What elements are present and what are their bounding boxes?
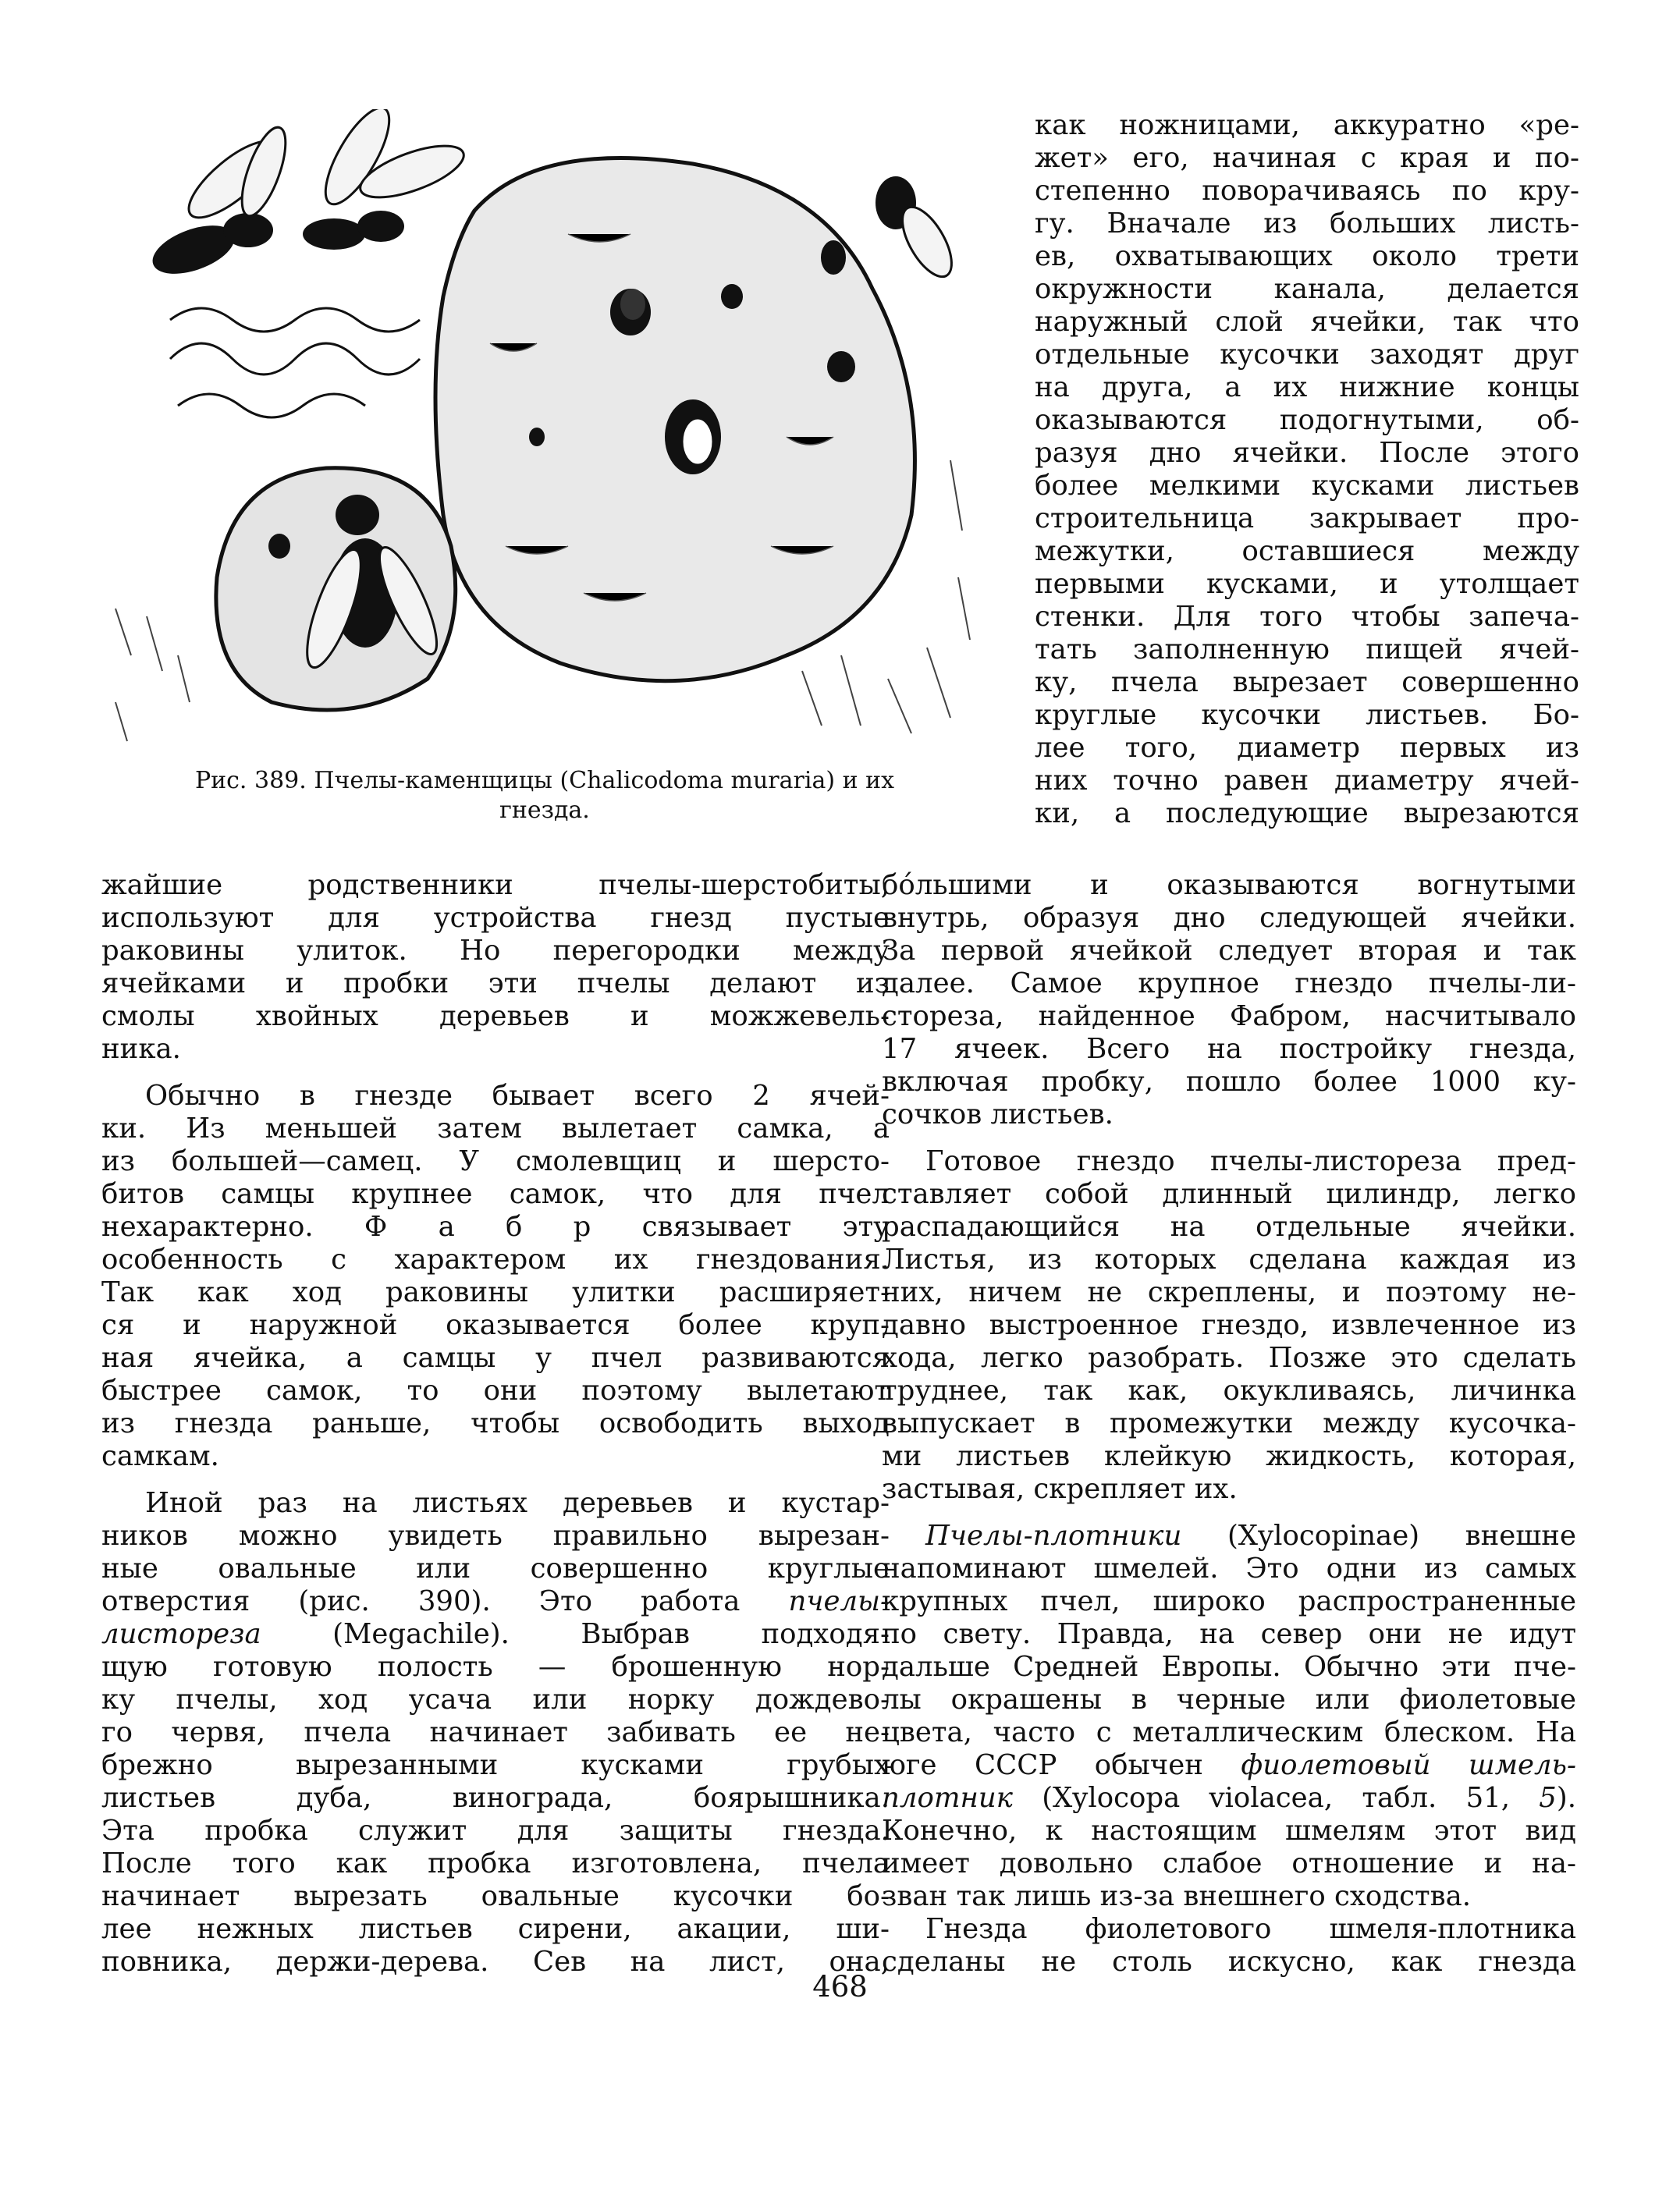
left-column-text: [101, 869, 890, 1979]
figure-caption: [100, 766, 989, 825]
term-megachile: пчелы-: [788, 1585, 890, 1617]
bee-in-cell: [620, 289, 645, 320]
paragraph-3: Иной раз на листьях деревьев и кустар- ников можно увидеть правильно вырезан- ные овальные или совершенно круглые отверстия (рис. 390). Это работа пчелы- листореза (Megachile). Выбрав подходя- щую готовую полость — брошенную нор- ку пчелы, ход усача или норку дождево- го червя, пчела начинает забивать ее не- брежно вырезанными кусками грубых листьев дуба, винограда, боярышника. Эта пробка служит для защиты гнезда. После того как пробка изготовлена, пчела начинает вырезать овальные кусочки бо- лее нежных листьев сирени, акации, ши- повника, держи-дерева. Сев на лист, она,: [101, 1487, 890, 1978]
bee-nest-illustration: [100, 109, 982, 749]
right-column-top-text: [1035, 109, 1579, 830]
term-violet-carpenter-bee: фиолетовый шмель-: [1241, 1749, 1576, 1781]
paragraph-3: Пчелы-плотники (Xylocopinae) внешне напоминают шмелей. Это одни из самых крупных пчел, широко распространенные по свету. Правда, на север они не идут дальше Средней Европы. Обычно эти пче- лы окрашены в черные или фиолетовые цвета, часто с металлическим блеском. На юге СССР обычен фиолетовый шмель- плотник (Xylocopa violacea, табл. 51, 5). Конечно, к настоящим шмелям этот вид имеет довольно слабое отношение и на- зван так лишь из-за внешнего сходства.: [882, 1520, 1576, 1912]
paragraph-4: Гнезда фиолетового шмеля-плотника сделаны не столь искусно, как гнезда: [882, 1913, 1576, 1978]
paragraph: как ножницами, аккуратно «ре- жет» его, начиная с края и по- степенно поворачиваясь по кру- гу. Вначале из больших листь- ев, охватывающих около трети окружности канала, делается наружный слой ячейки, так что отдельные кусочки заходят друг на друга, а их нижние концы оказываются подогнутыми, об- разуя дно ячейки. После этого более мелкими кусками листьев строительница закрывает про- межутки, оставшиеся между первыми кусками, и утолщает стенки. Для того чтобы запеча- тать заполненную пищей ячей- ку, пчела вырезает совершенно круглые кусочки листьев. Бо- лее того, диаметр первых из них точно равен диаметру ячей- ки, а последующие вырезаются: [1035, 109, 1579, 829]
term-xylocopinae: Пчелы-плотники: [925, 1520, 1182, 1552]
page-number: 468: [812, 1970, 868, 2004]
caption-line-2: гнезда.: [499, 797, 590, 824]
paragraph-1: жайшие родственники пчелы-шерстобиты, используют для устройства гнезд пустые раковины улиток. Но перегородки между ячейками и пробки эти пчелы делают из смолы хвойных деревьев и можжевель- ника.: [101, 869, 890, 1065]
caption-line-1: Рис. 389. Пчелы-каменщицы (Chalicodoma muraria) и их: [194, 767, 895, 794]
paragraph-1: бо́льшими и оказываются вогнутыми внутрь, образуя дно следующей ячейки. За первой ячейкой следует вторая и так далее. Самое крупное гнездо пчелы-ли- стореза, найденное Фабром, насчитывало 17 ячеек. Всего на постройку гнезда, включая пробку, пошло более 1000 ку- сочков листьев.: [882, 869, 1576, 1130]
figure-illustration-bees-nests: [100, 109, 982, 749]
paragraph-2: Обычно в гнезде бывает всего 2 ячей- ки. Из меньшей затем вылетает самка, а из большей—самец. У смолевщиц и шерсто- битов самцы крупнее самок, что для пчел нехарактерно. Ф а б р связывает эту особенность с характером их гнездования. Так как ход раковины улитки расширяет- ся и наружной оказывается более круп- ная ячейка, а самцы у пчел развиваются быстрее самок, то они поэтому вылетают из гнезда раньше, чтобы освободить выход самкам.: [101, 1080, 890, 1472]
right-column-text: [882, 869, 1576, 1979]
paragraph-2: Готовое гнездо пчелы-листореза пред- ставляет собой длинный цилиндр, легко распадающийся на отдельные ячейки. Листья, из которых сделана каждая из них, ничем не скреплены, и поэтому не- давно выстроенное гнездо, извлеченное из хода, легко разобрать. Позже это сделать труднее, так как, окукливаясь, личинка выпускает в промежутки между кусочка- ми листьев клейкую жидкость, которая, застывая, скрепляет их.: [882, 1145, 1576, 1505]
